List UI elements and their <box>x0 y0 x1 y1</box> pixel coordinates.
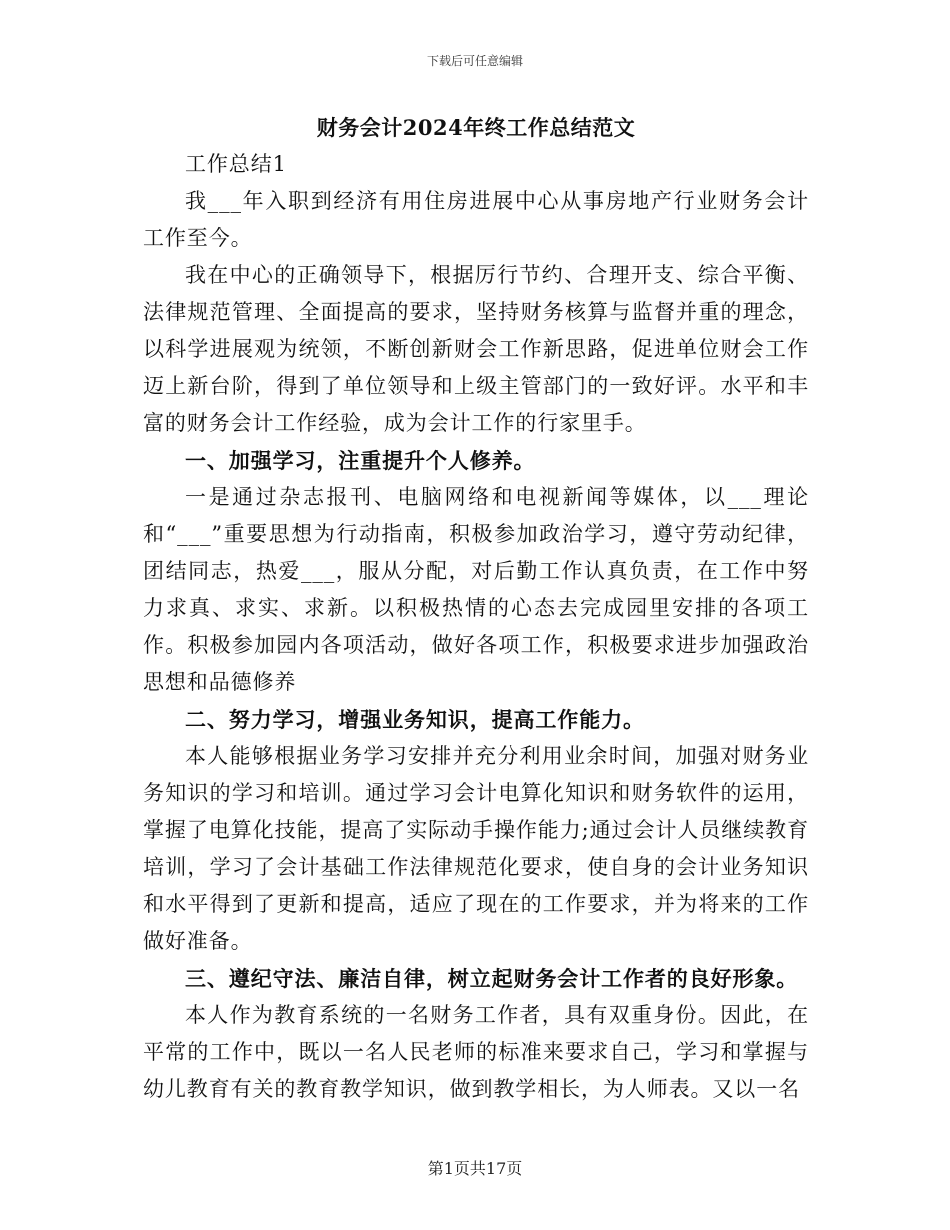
page-header-note: 下载后可任意编辑 <box>426 54 523 68</box>
document-body <box>143 110 809 1108</box>
paragraph-section-3: 本人作为教育系统的一名财务工作者，具有双重身份。因此，在平常的工作中，既以一名人民老师的标准来要求自己，学习和掌握与幼儿教育有关的教育教学知识，做到教学相长，为人师表。又以一名 <box>143 1003 809 1101</box>
page-number: 第1页共17页 <box>427 1159 523 1178</box>
heading-section-2: 二、努力学习，增强业务知识，提高工作能力。 <box>185 707 645 732</box>
paragraph-section-2: 本人能够根据业务学习安排并充分利用业余时间，加强对财务业务知识的学习和培训。通过学习会计电算化知识和财务软件的运用，掌握了电算化技能，提高了实际动手操作能力;通过会计人员继续教育培训，学习了会计基础工作法律规范化要求，使自身的会计业务知识和水平得到了更新和提高，适应了现在的工作要求，并为将来的工作做好准备。 <box>143 744 809 953</box>
paragraph-intro: 我___年入职到经济有用住房进展中心从事房地产行业财务会计工作至今。 <box>143 189 809 250</box>
paragraph-section-1: 一是通过杂志报刊、电脑网络和电视新闻等媒体，以___理论和“___”重要思想为行动指南，积极参加政治学习，遵守劳动纪律，团结同志，热爱___，服从分配，对后勤工作认真负责，在工作中努力求真、求实、求新。以积极热情的心态去完成园里安排的各项工作。积极参加园内各项活动，做好各项工作，积极要求进步加强政治思想和品德修养 <box>143 485 809 694</box>
document-title: 财务会计2024年终工作总结范文 <box>316 115 636 140</box>
heading-section-3: 三、遵纪守法、廉洁自律，树立起财务会计工作者的良好形象。 <box>185 966 799 991</box>
paragraph-overview: 我在中心的正确领导下，根据厉行节约、合理开支、综合平衡、法律规范管理、全面提高的要求，坚持财务核算与监督并重的理念，以科学进展观为统领，不断创新财会工作新思路，促进单位财会工作迈上新台阶，得到了单位领导和上级主管部门的一致好评。水平和丰富的财务会计工作经验，成为会计工作的行家里手。 <box>143 263 809 435</box>
paragraph-section-label: 工作总结1 <box>185 152 287 176</box>
heading-section-1: 一、加强学习，注重提升个人修养。 <box>185 448 536 473</box>
